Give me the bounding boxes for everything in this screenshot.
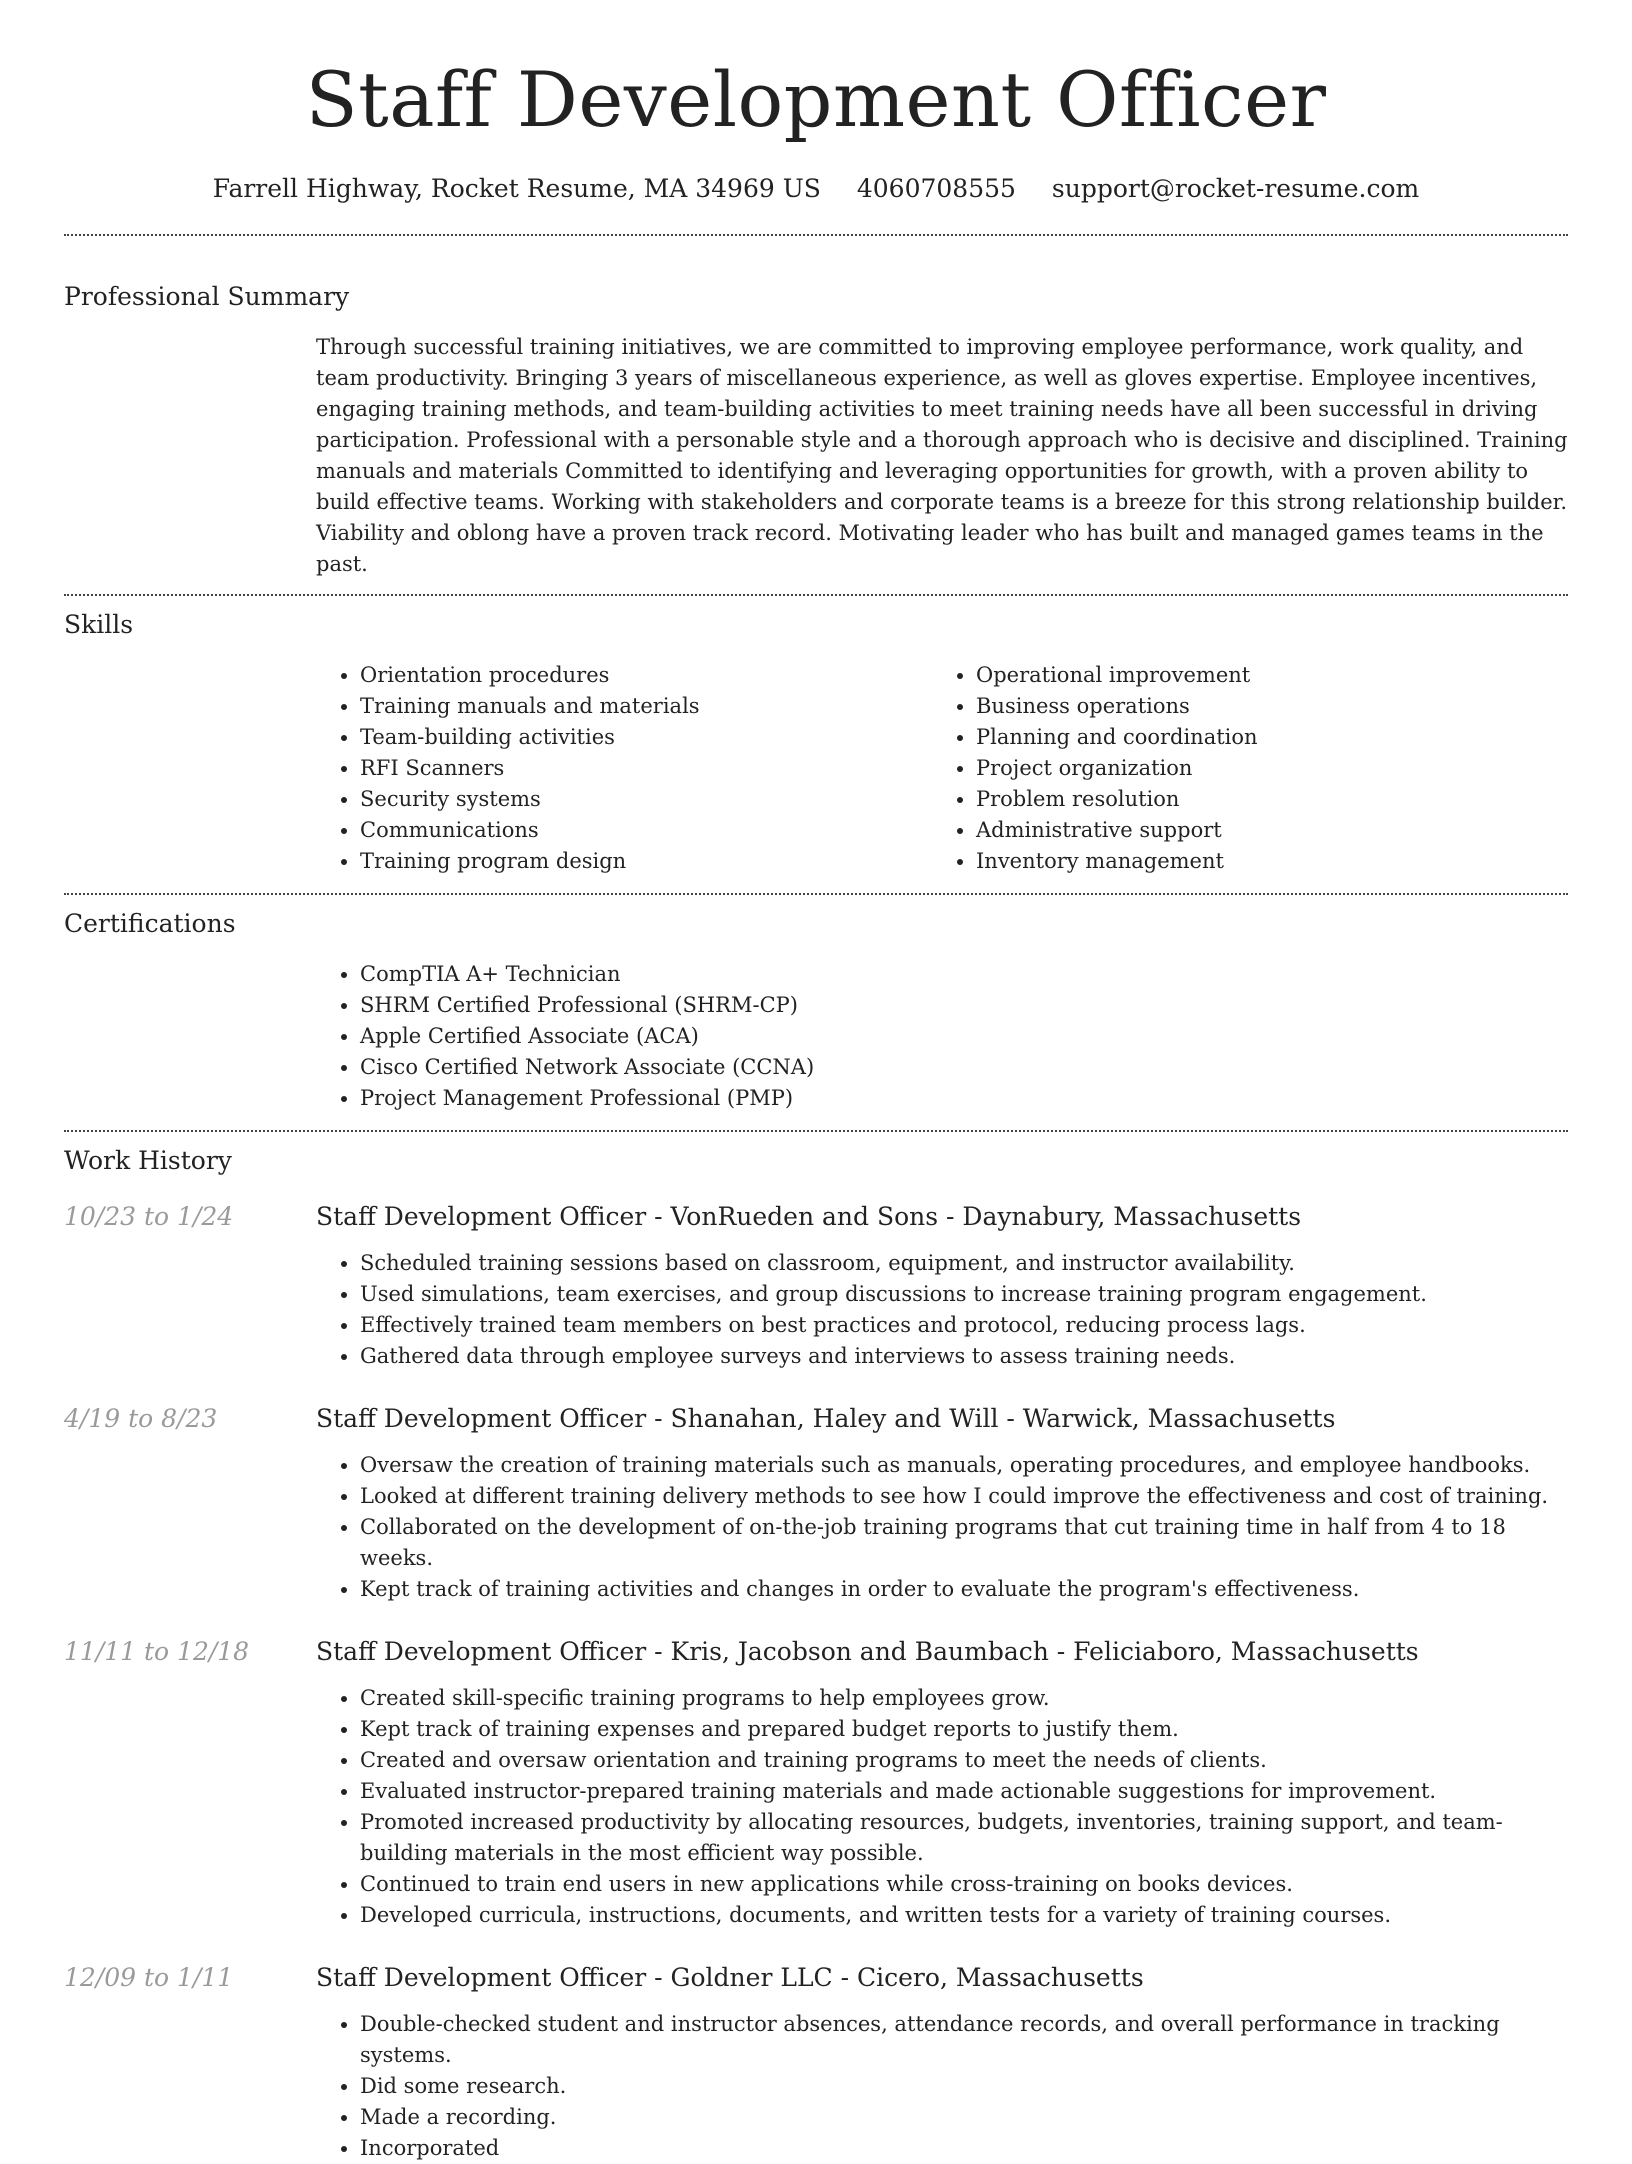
work-history-section [64,1144,1568,2164]
summary-heading: Professional Summary [64,282,350,311]
job-details [316,1635,1568,1931]
list-item: • Kept track of training expenses and prepared budget reports to justify them. [360,1714,1568,1745]
certifications-section [64,907,1568,1130]
job-details [316,1961,1568,2164]
list-item: • Communications [360,815,932,846]
list-item: • Created skill-specific training programs to help employees grow. [360,1683,1568,1714]
job-details [316,1200,1568,1372]
job-dates: 10/23 to 1/24 [64,1202,234,1231]
list-item: • Inventory management [976,846,1548,877]
contact-phone: 4060708555 [856,174,1016,203]
list-item: • Problem resolution [976,784,1548,815]
skills-body [316,660,1568,893]
list-item: • Collaborated on the development of on-the-job training programs that cut training time in half from 4 to 18 weeks. [360,1512,1568,1574]
job-entry [64,1402,1568,1605]
job-dates: 12/09 to 1/11 [64,1963,234,1992]
summary-text: Through successful training initiatives, we are committed to improving employee performance, work quality, and team productivity. Bringing 3 years of miscellaneous experience, as well as gloves expertise. Employee incentives, engaging training methods, and team-building activities to meet training needs have all been successful in driving participation. Professional with a personable style and a thorough approach who is decisive and disciplined. Training manuals and materials Committed to identifying and leveraging opportunities for growth, with a proven ability to build effective teams. Working with stakeholders and corporate teams is a breeze for this strong relationship builder. Viability and oblong have a proven track record. Motivating leader who has built and managed games teams in the past. [316,335,1568,576]
list-item: • Continued to train end users in new applications while cross-training on books devices. [360,1869,1568,1900]
list-item: • Security systems [360,784,932,815]
list-item: • Orientation procedures [360,660,932,691]
skills-column-left [316,660,932,877]
list-item: • SHRM Certified Professional (SHRM-CP) [360,990,1568,1021]
list-item: • Administrative support [976,815,1548,846]
skills-section [64,608,1568,893]
list-item: • Double-checked student and instructor absences, attendance records, and overall performance in tracking systems. [360,2009,1568,2071]
contact-email: support@rocket-resume.com [1051,174,1420,203]
list-item: • Training manuals and materials [360,691,932,722]
job-title: Staff Development Officer - VonRueden and Sons - Daynabury, Massachusetts [316,1202,1302,1231]
contact-line [64,172,1568,206]
job-dates: 11/11 to 12/18 [64,1637,250,1666]
job-bullets [316,2009,1568,2164]
job-title: Staff Development Officer - Shanahan, Haley and Will - Warwick, Massachusetts [316,1404,1336,1433]
skills-list-left [316,660,932,877]
list-item: • RFI Scanners [360,753,932,784]
list-item: • Scheduled training sessions based on classroom, equipment, and instructor availability. [360,1248,1568,1279]
job-entry [64,1961,1568,2164]
list-item: • Promoted increased productivity by allocating resources, budgets, inventories, training support, and team-building materials in the most efficient way possible. [360,1807,1568,1869]
skills-column-right [932,660,1548,877]
job-entry [64,1635,1568,1931]
list-item: • Cisco Certified Network Associate (CCNA) [360,1052,1568,1083]
summary-divider [64,594,1568,596]
list-item: • Made a recording. [360,2102,1568,2133]
job-bullets [316,1450,1568,1605]
list-item: • Created and oversaw orientation and training programs to meet the needs of clients. [360,1745,1568,1776]
list-item: • Looked at different training delivery methods to see how I could improve the effectiveness and cost of training. [360,1481,1568,1512]
list-item: • Used simulations, team exercises, and group discussions to increase training program engagement. [360,1279,1568,1310]
list-item: • Gathered data through employee surveys and interviews to assess training needs. [360,1341,1568,1372]
work-history-heading: Work History [64,1146,232,1175]
skills-divider [64,893,1568,895]
list-item: • Effectively trained team members on best practices and protocol, reducing process lags. [360,1310,1568,1341]
list-item: • Team-building activities [360,722,932,753]
list-item: • Oversaw the creation of training materials such as manuals, operating procedures, and employee handbooks. [360,1450,1568,1481]
candidate-name: Staff Development Officer [305,55,1327,144]
list-item: • Did some research. [360,2071,1568,2102]
certifications-divider [64,1130,1568,1132]
list-item: • Apple Certified Associate (ACA) [360,1021,1568,1052]
list-item: • Training program design [360,846,932,877]
list-item: • Developed curricula, instructions, documents, and written tests for a variety of training courses. [360,1900,1568,1931]
certifications-heading: Certifications [64,909,236,938]
resume-header [64,0,1568,206]
job-dates: 4/19 to 8/23 [64,1404,218,1433]
job-bullets [316,1248,1568,1372]
job-title: Staff Development Officer - Kris, Jacobson and Baumbach - Feliciaboro, Massachusetts [316,1637,1419,1666]
list-item: • Evaluated instructor-prepared training materials and made actionable suggestions for improvement. [360,1776,1568,1807]
certifications-body [316,959,1568,1130]
list-item: • Incorporated [360,2133,1568,2164]
skills-heading: Skills [64,610,134,639]
list-item: • Planning and coordination [976,722,1548,753]
job-entry [64,1200,1568,1372]
list-item: • Project Management Professional (PMP) [360,1083,1568,1114]
job-title: Staff Development Officer - Goldner LLC - Cicero, Massachusetts [316,1963,1144,1992]
list-item: • Business operations [976,691,1548,722]
certifications-list [316,959,1568,1114]
job-bullets [316,1683,1568,1931]
list-item: • CompTIA A+ Technician [360,959,1568,990]
contact-address: Farrell Highway, Rocket Resume, MA 34969 US [212,174,821,203]
list-item: • Kept track of training activities and changes in order to evaluate the program's effectiveness. [360,1574,1568,1605]
job-details [316,1402,1568,1605]
list-item: • Project organization [976,753,1548,784]
list-item: • Operational improvement [976,660,1548,691]
summary-body [316,332,1568,594]
skills-list-right [932,660,1548,877]
summary-section [64,236,1568,594]
